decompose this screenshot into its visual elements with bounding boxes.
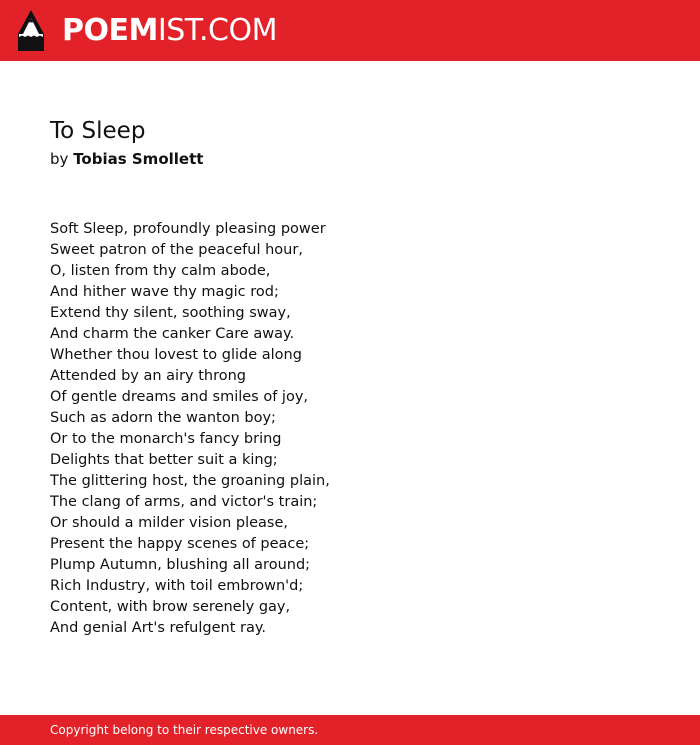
site-footer [0,715,700,745]
poem-line: Delights that better suit a king; [50,452,278,468]
poem-line: Plump Autumn, blushing all around; [50,557,311,573]
poem-line: Or to the monarch's fancy bring [50,431,282,447]
poem-line: And genial Art's refulgent ray. [50,620,266,636]
poem-body [50,219,650,639]
poem-title: To Sleep [50,118,146,144]
poem-line: Of gentle dreams and smiles of joy, [50,389,309,405]
poem-line: Content, with brow serenely gay, [50,599,291,615]
poem-line: The clang of arms, and victor's train; [50,494,318,510]
poem-line: The glittering host, the groaning plain, [50,473,330,489]
byline [50,149,203,169]
site-logo[interactable] [62,12,277,52]
poem-line: Such as adorn the wanton boy; [50,410,276,426]
poem-line: And charm the canker Care away. [50,326,295,342]
pencil-icon[interactable] [18,10,44,51]
poem-line: Extend thy silent, soothing sway, [50,305,291,321]
site-header [0,0,700,61]
poem-line: And hither wave thy magic rod; [50,284,279,300]
copyright-text: Copyright belong to their respective owners. [50,723,319,737]
poem-line: Rich Industry, with toil embrown'd; [50,578,304,594]
by-label: by [50,150,69,168]
poem-line: Present the happy scenes of peace; [50,536,310,552]
poem-line: Sweet patron of the peaceful hour, [50,242,303,258]
poem-line: Attended by an airy throng [50,368,247,384]
poem-line: Soft Sleep, profoundly pleasing power [50,221,326,237]
poem-line: Whether thou lovest to glide along [50,347,302,363]
brand-light-text: IST.COM [157,13,277,48]
poem-line: O, listen from thy calm abode, [50,263,271,279]
poem-line: Or should a milder vision please, [50,515,288,531]
author-name: Tobias Smollett [73,150,204,168]
brand-bold-text: POEM [62,13,158,48]
